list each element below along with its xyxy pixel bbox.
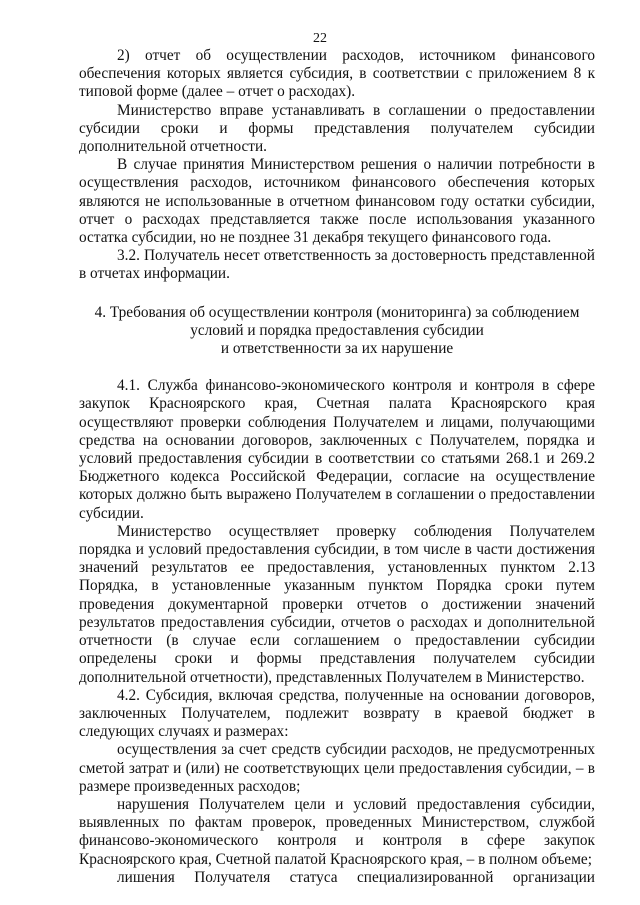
paragraph-additional-reporting: Министерство вправе устанавливать в соглашении о предоставлении субсидии сроки и формы представления получателем субсидии дополнительной отчетности. [79, 101, 595, 156]
section-heading [79, 304, 595, 359]
paragraph-report-on-expenses: 2) отчет об осуществлении расходов, источником финансового обеспечения которых является субсидия, в соответствии с приложением 8 к типовой форме (далее – отчет о расходах). [79, 47, 595, 101]
section-heading-line-1: 4. Требования об осуществлении контроля (мониторинга) за соблюдением [94, 303, 580, 321]
paragraph-4-1-control-services: 4.1. Служба финансово-экономического контроля и контроля в сфере закупок Красноярского края, Счетная палата Красноярского края осуществляют проверки соблюдения Получателем и лицами, получающими средства на основании договоров, заключенных с Получателем, порядка и условий предоставления субсидии в соответствии со статьями 268.1 и 269.2 Бюджетного кодекса Российской Федерации, согласие на осуществление которых должно быть выражено Получателем в соглашении о предоставлении субсидии. [79, 377, 595, 522]
paragraph-case-unintended-expenses: осуществления за счет средств субсидии расходов, не предусмотренных сметой затрат и (или) не соответствующих цели предоставления субсидии, – в размере произведенных расходов; [79, 741, 595, 795]
paragraph-case-violation: нарушения Получателем цели и условий предоставления субсидии, выявленных по фактам проверок, проведенных Министерством, службой финансово-экономического контроля и контроля в сфере закупок Красноярского края, Счетной палатой Красноярского края, – в полном объеме; [79, 795, 595, 868]
page-number: 22 [313, 31, 327, 46]
section-heading-line-3: и ответственности за их нарушение [220, 340, 454, 358]
paragraph-4-2-subsidy-return: 4.2. Субсидия, включая средства, полученные на основании договоров, заключенных Получателем, подлежит возврату в краевой бюджет в следующих случаях и размерах: [79, 686, 595, 741]
paragraph-ministry-verification: Министерство осуществляет проверку соблюдения Получателем порядка и условий предоставления субсидии, в том числе в части достижения значений результатов ее предоставления, установленных пунктом 2.13 Порядка, в установленные указанным пунктом Порядка сроки путем проведения документарной проверки отчетов о достижении значений результатов предоставления субсидии, отчетов о расходах и дополнительной отчетности (в случае если соглашением о предоставлении субсидии определены сроки и формы представления получателем субсидии дополнительной отчетности), представленных Получателем в Министерство. [79, 522, 595, 686]
section-heading-line-2: условий и порядка предоставления субсидии [190, 321, 484, 339]
paragraph-case-status-loss: лишения Получателя статуса специализированной организации [117, 868, 595, 886]
paragraph-unused-balance: В случае принятия Министерством решения о наличии потребности в осуществления расходов, источником финансового обеспечения которых являются не использованные в отчетном финансовом году остатки субсидии, отчет о расходах представляется также после использования указанного остатка субсидии, но не позднее 31 декабря текущего финансового года. [79, 156, 595, 247]
paragraph-3-2-responsibility: 3.2. Получатель несет ответственность за достоверность представленной в отчетах информации. [79, 247, 595, 283]
document-body [79, 47, 595, 887]
